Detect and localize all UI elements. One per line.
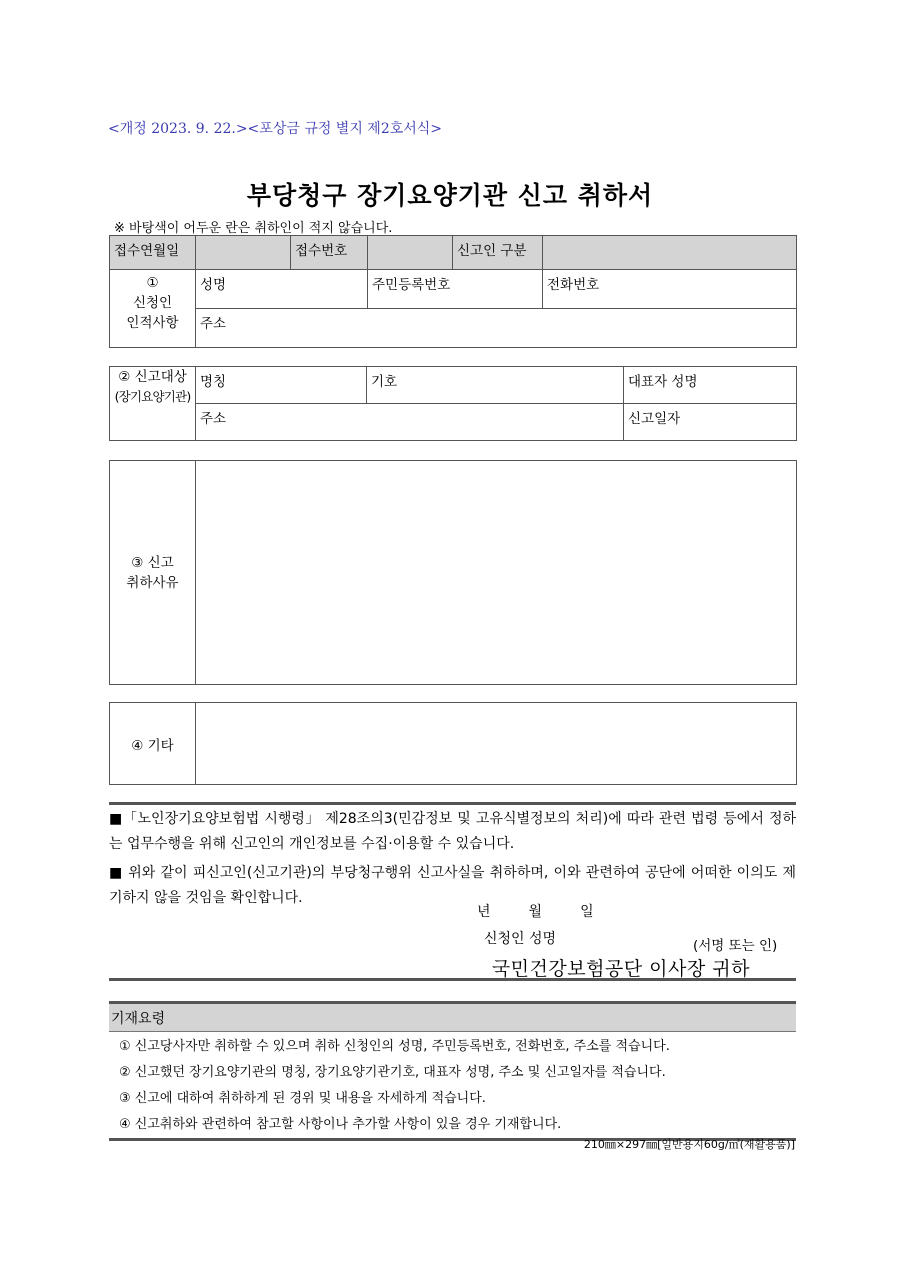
addressee: 국민건강보험공단 이사장 귀하 <box>491 958 750 980</box>
receipt-number-label: 접수번호 <box>291 236 368 270</box>
target-name-field[interactable]: 명칭 <box>196 367 367 404</box>
applicant-rrn-field[interactable]: 주민등록번호 <box>368 270 543 309</box>
applicant-section-label: ① 신청인 인적사항 <box>110 270 196 348</box>
paper-spec: 210㎜×297㎜[일반용지60g/㎡(재활용품)] <box>583 1138 795 1151</box>
receipt-applicant-table <box>109 235 797 348</box>
guide-item-1: ① 신고당사자만 취하할 수 있으며 취하 신청인의 성명, 주민등록번호, 전화번호, 주소를 적습니다. <box>119 1039 670 1054</box>
target-address-field[interactable]: 주소 <box>196 404 624 441</box>
target-rep-field[interactable]: 대표자 성명 <box>624 367 797 404</box>
consent-withdraw-text: ■ 위와 같이 피신고인(신고기관)의 부당청구행위 신고사실을 취하하며, 이와 관련하여 공단에 어떠한 이의도 제기하지 않을 것임을 확인합니다. <box>109 865 796 906</box>
guide-title: 기재요령 <box>109 1004 796 1032</box>
signer-name-label[interactable]: 신청인 성명 <box>484 931 557 947</box>
date-line[interactable]: 년 월 일 <box>477 904 594 920</box>
other-textarea[interactable] <box>196 703 796 784</box>
revision-note: <개정 2023. 9. 22.><포상금 규정 별지 제2호서식> <box>108 121 443 137</box>
reason-section <box>109 460 797 685</box>
other-section <box>109 702 797 785</box>
reason-section-label: ③ 신고 취하사유 <box>110 461 196 684</box>
guide-item-3: ③ 신고에 대하여 취하하게 된 경위 및 내용을 자세하게 적습니다. <box>119 1091 486 1106</box>
shading-note: ※ 바탕색이 어두운 란은 취하인이 적지 않습니다. <box>114 221 393 236</box>
reason-textarea[interactable] <box>196 461 796 684</box>
consent-privacy-text: ■「노인장기요양보험법 시행령」 제28조의3(민감정보 및 고유식별정보의 처리)에 따라 관련 법령 등에서 정하는 업무수행을 위해 신고인의 개인정보를 수집·이용할 수 있습니다. <box>109 811 796 852</box>
reporter-type-field <box>543 236 797 270</box>
applicant-name-field[interactable]: 성명 <box>196 270 368 309</box>
guide-item-2: ② 신고했던 장기요양기관의 명칭, 장기요양기관기호, 대표자 성명, 주소 및 신고일자를 적습니다. <box>119 1065 666 1080</box>
reporter-type-label: 신고인 구분 <box>453 236 543 270</box>
guide-block <box>109 1001 796 1141</box>
applicant-phone-field[interactable]: 전화번호 <box>543 270 797 309</box>
target-table <box>109 366 797 441</box>
receipt-date-label: 접수연월일 <box>110 236 196 270</box>
target-section-label: ② 신고대상 (장기요양기관) <box>110 367 196 441</box>
receipt-number-field <box>368 236 453 270</box>
other-section-label: ④ 기타 <box>110 703 196 784</box>
consent-block <box>109 802 796 915</box>
addressee-line <box>109 954 796 981</box>
sign-note: (서명 또는 인) <box>693 938 778 954</box>
target-code-field[interactable]: 기호 <box>367 367 624 404</box>
target-report-date-field[interactable]: 신고일자 <box>624 404 797 441</box>
applicant-address-field[interactable]: 주소 <box>196 309 797 348</box>
receipt-date-field <box>196 236 291 270</box>
guide-item-4: ④ 신고취하와 관련하여 참고할 사항이나 추가할 사항이 있을 경우 기재합니다. <box>119 1117 562 1132</box>
page-title: 부당청구 장기요양기관 신고 취하서 <box>246 181 654 210</box>
